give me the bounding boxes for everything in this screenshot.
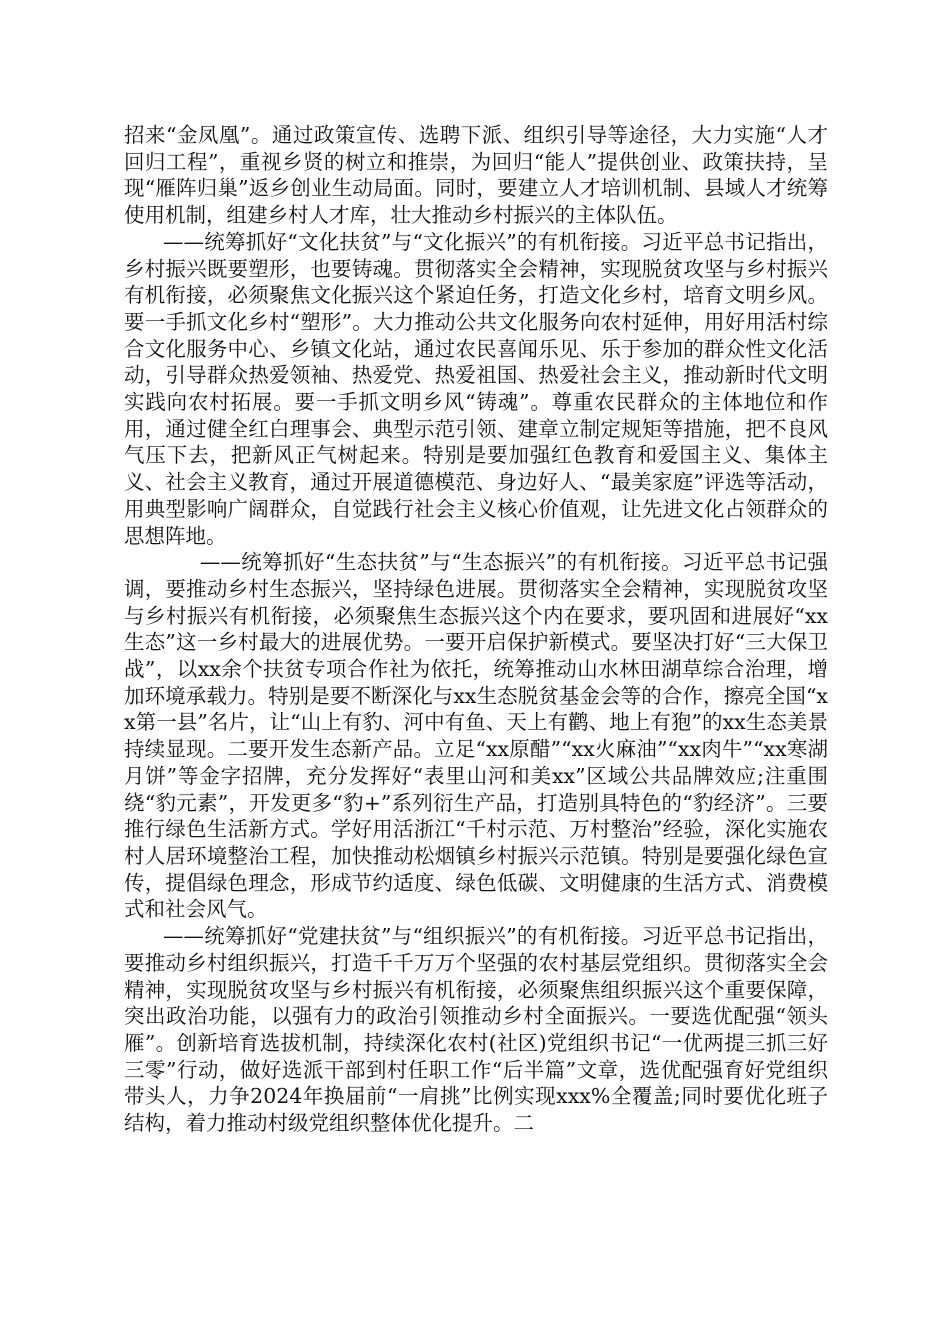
- paragraph-organization-revitalization: ——统筹抓好“党建扶贫”与“组织振兴”的有机衔接。习近平总书记指出，要推动乡村组织振兴，打造千千万万个坚强的农村基层党组织。贯彻落实全会精神，实现脱贫攻坚与乡村振兴有机衔接，必须聚焦组织振兴这个重要保障，突出政治功能，以强有力的政治引领推动乡村全面振兴。一要选优配强“领头雁”。创新培育选拔机制，持续深化农村(社区)党组织书记“一优两提三抓三好三零”行动，做好选派干部到村任职工作“后半篇”文章，选优配强育好党组织带头人，力争2024年换届前“一肩挑”比例实现xxx%全覆盖;同时要优化班子结构，着力推动村级党组织整体优化提升。二: [124, 924, 828, 1136]
- paragraph-culture-revitalization: ——统筹抓好“文化扶贫”与“文化振兴”的有机衔接。习近平总书记指出，乡村振兴既要塑形，也要铸魂。贯彻落实全会精神，实现脱贫攻坚与乡村振兴有机衔接，必须聚焦文化振兴这个紧迫任务，打造文化乡村，培育文明乡风。要一手抓文化乡村“塑形”。大力推动公共文化服务向农村延伸，用好用活村综合文化服务中心、乡镇文化站，通过农民喜闻乐见、乐于参加的群众性文化活动，引导群众热爱领袖、热爱党、热爱祖国、热爱社会主义，推动新时代文明实践向农村拓展。要一手抓文明乡风“铸魂”。尊重农民群众的主体地位和作用，通过健全红白理事会、典型示范引领、建章立制定规矩等措施，把不良风气压下去，把新风正气树起来。特别是要加强红色教育和爱国主义、集体主义、社会主义教育，通过开展道德模范、身边好人、“最美家庭”评选等活动，用典型影响广阔群众，自觉践行社会主义核心价值观，让先进文化占领群众的思想阵地。: [124, 229, 828, 548]
- paragraph-talent-return: 招来“金凤凰”。通过政策宣传、选聘下派、组织引导等途径，大力实施“人才回归工程”，重视乡贤的树立和推崇，为回归“能人”提供创业、政策扶持，呈现“雁阵归巢”返乡创业生动局面。同时，要建立人才培训机制、县域人才统筹使用机制，组建乡村人才库，壮大推动乡村振兴的主体队伍。: [124, 123, 828, 228]
- paragraph-ecology-revitalization: ——统筹抓好“生态扶贫”与“生态振兴”的有机衔接。习近平总书记强调，要推动乡村生态振兴，坚持绿色进展。贯彻落实全会精神，实现脱贫攻坚与乡村振兴有机衔接，必须聚焦生态振兴这个内在要求，要巩固和进展好“xx生态”这一乡村最大的进展优势。一要开启保护新模式。要坚决打好“三大保卫战”，以xx余个扶贫专项合作社为依托，统筹推动山水林田湖草综合治理，增加环境承载力。特别是要不断深化与xx生态脱贫基金会等的合作，擦亮全国“xx第一县”名片，让“山上有豹、河中有鱼、天上有鹳、地上有狍”的xx生态美景持续显现。二要开发生态新产品。立足“xx原醋”“xx火麻油”“xx肉牛”“xx寒湖月饼”等金字招牌，充分发挥好“表里山河和美xx”区域公共品牌效应;注重围绕“豹元素”，开发更多“豹+”系列衍生产品，打造别具特色的“豹经济”。三要推行绿色生活新方式。学好用活浙江“千村示范、万村整治”经验，深化实施农村人居环境整治工程，加快推动松烟镇乡村振兴示范镇。特别是要强化绿色宣传，提倡绿色理念，形成节约适度、绿色低碳、文明健康的生活方式、消费模式和社会风气。: [124, 550, 828, 922]
- document-body: [124, 122, 828, 1137]
